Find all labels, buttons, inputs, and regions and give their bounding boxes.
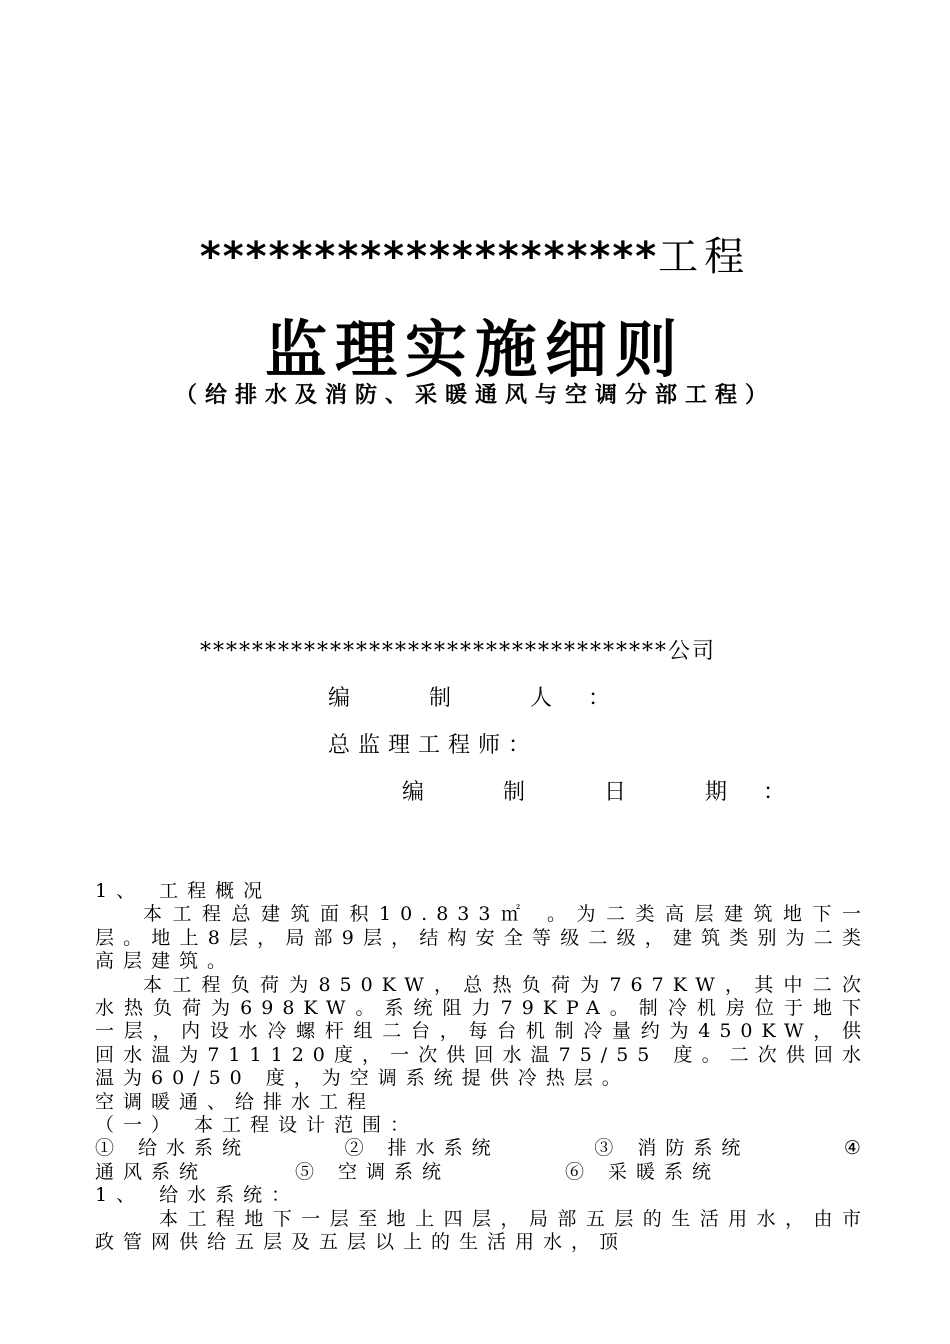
project-title-stars: ******************** bbox=[199, 234, 659, 280]
paragraph-load: 本工程负荷为850KW，总热负荷为767KW，其中二次水热负荷为698KW。系统阻力79KPA。制冷机房位于地下一层，内设水冷螺杆组二台，每台机制冷量约为450KW，供回水温为711120度，一次供回水温75/55 度。二次供回水温为60/50 度，为空调系统提供冷热层。 bbox=[95, 973, 870, 1090]
paragraph-water-supply: 本工程地下一层至地上四层，局部五层的生活用水，由市政管网供给五层及五层以上的生活用水，顶 bbox=[95, 1207, 870, 1254]
systems-row-1 bbox=[95, 1137, 870, 1160]
section-title-overview: 1、 工程概况 bbox=[95, 880, 272, 902]
compiler-label: 编 制 人： bbox=[328, 686, 646, 711]
subtitle: （给排水及消防、采暖通风与空调分部工程） bbox=[174, 383, 775, 408]
system-item: ④ bbox=[843, 1137, 870, 1160]
line-hvac: 空调暖通、给排水工程 bbox=[95, 1090, 376, 1113]
company-name: ************************************公司 bbox=[200, 639, 717, 664]
system-item: ① 给水系统 bbox=[95, 1137, 251, 1160]
main-title: 监理实施细则 bbox=[264, 313, 685, 386]
paragraph-area: 本工程总建筑面积10.833㎡ 。为二类高层建筑地下一层。地上8层，局部9层，结构安全等级二级，建筑类别为二类高层建筑。 bbox=[95, 903, 870, 973]
body-text bbox=[95, 880, 870, 1255]
section-title-water-supply: 1、 给水系统： bbox=[95, 1184, 300, 1207]
project-title-suffix: 工程 bbox=[658, 234, 751, 280]
compile-date-label: 编 制 日 期： bbox=[402, 780, 821, 805]
system-item: 通风系统 bbox=[95, 1160, 208, 1183]
systems-row-2 bbox=[95, 1161, 870, 1184]
chief-supervisor-label: 总监理工程师： bbox=[328, 733, 539, 758]
line-design-scope: （一） 本工程设计范围： bbox=[95, 1114, 419, 1137]
system-item: ⑥ 采暖系统 bbox=[565, 1160, 721, 1183]
system-item: ② 排水系统 bbox=[344, 1137, 500, 1160]
system-item: ⑤ 空调系统 bbox=[295, 1160, 451, 1183]
project-title bbox=[0, 225, 950, 282]
system-item: ③ 消防系统 bbox=[594, 1137, 750, 1160]
